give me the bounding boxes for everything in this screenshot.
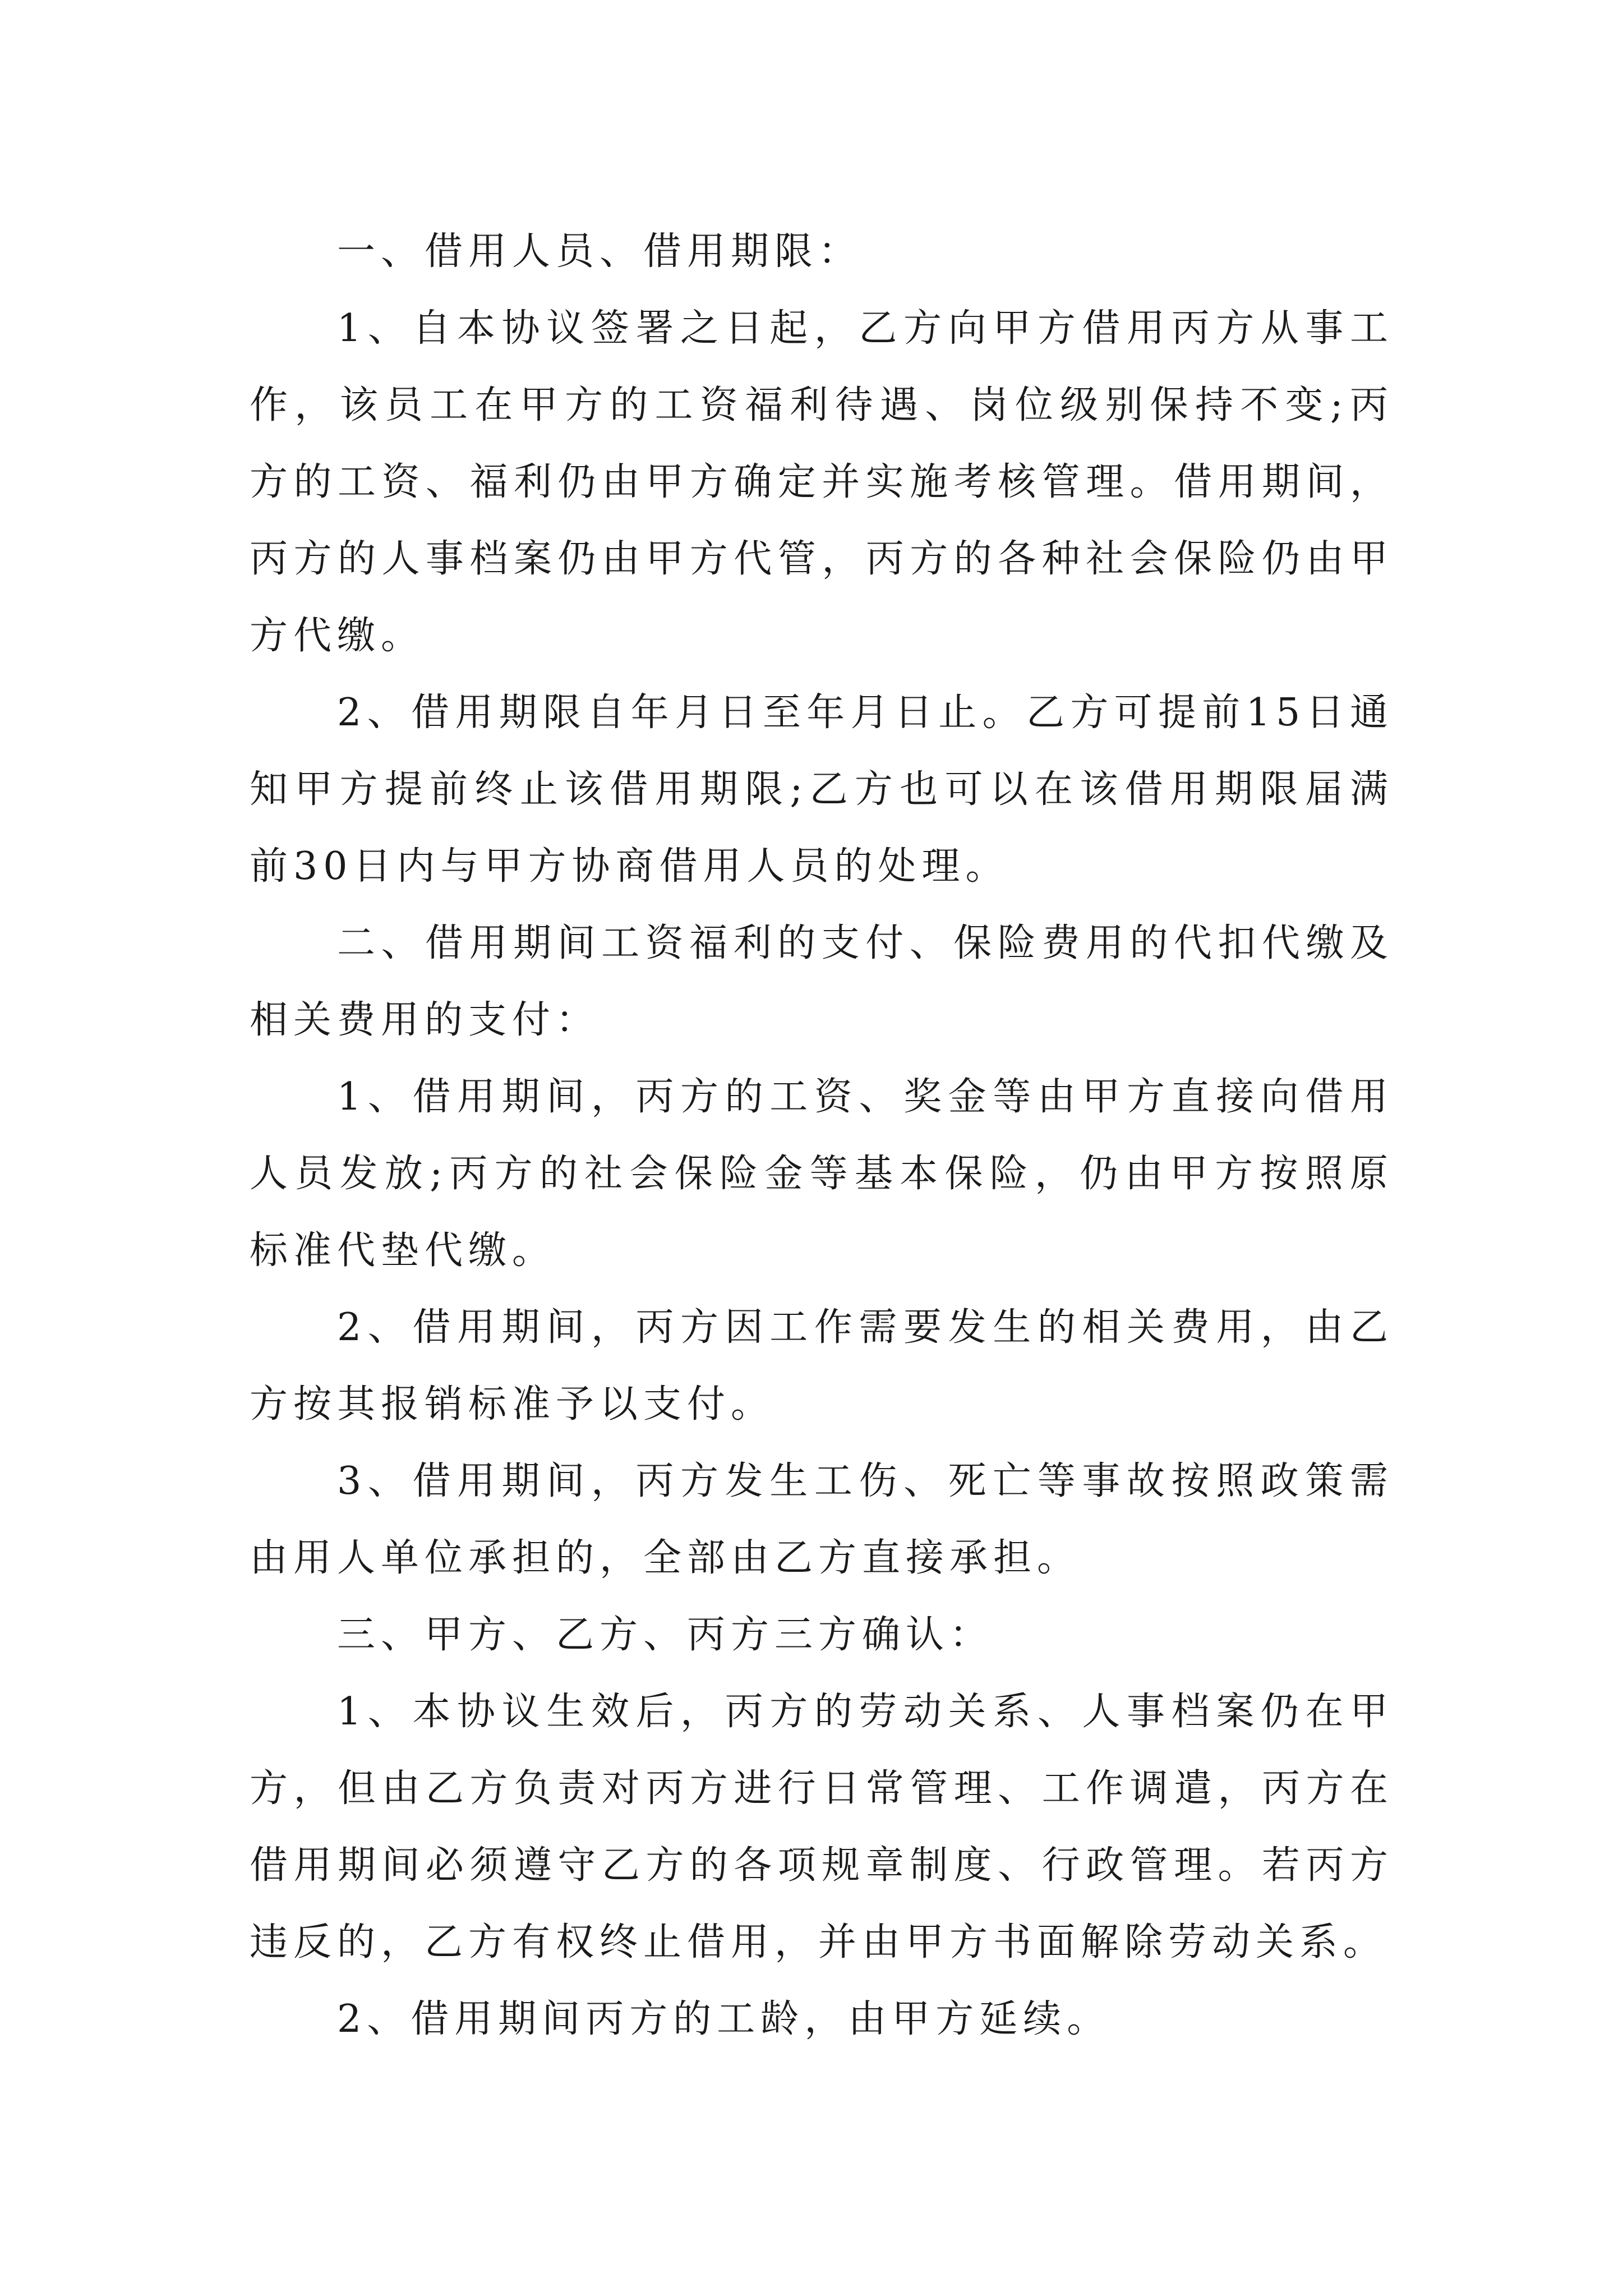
clause-3-2: 2、借用期间丙方的工龄，由甲方延续。 xyxy=(337,1997,1111,2041)
clause-2-3: 3、借用期间，丙方发生工伤、死亡等事故按照政策需由用人单位承担的，全部由乙方直接承担。 xyxy=(250,1459,1394,1580)
clause-3-1: 1、本协议生效后，丙方的劳动关系、人事档案仍在甲方，但由乙方负责对丙方进行日常管理、工作调遣，丙方在借用期间必须遵守乙方的各项规章制度、行政管理。若丙方违反的，乙方有权终止借用，并由甲方书面解除劳动关系。 xyxy=(250,1690,1394,1964)
section-heading-1: 一、借用人员、借用期限： xyxy=(337,229,863,274)
clause-1-2: 2、借用期限自年月日至年月日止。乙方可提前15日通知甲方提前终止该借用期限;乙方也可以在该借用期限届满前30日内与甲方协商借用人员的处理。 xyxy=(250,691,1394,889)
clause-1-1: 1、自本协议签署之日起，乙方向甲方借用丙方从事工作，该员工在甲方的工资福利待遇、岗位级别保持不变;丙方的工资、福利仍由甲方确定并实施考核管理。借用期间，丙方的人事档案仍由甲方代管，丙方的各种社会保险仍由甲方代缴。 xyxy=(250,306,1394,658)
section-heading-2: 二、借用期间工资福利的支付、保险费用的代扣代缴及相关费用的支付： xyxy=(250,921,1394,1042)
clause-2-1: 1、借用期间，丙方的工资、奖金等由甲方直接向借用人员发放;丙方的社会保险金等基本保险，仍由甲方按照原标准代垫代缴。 xyxy=(250,1075,1394,1273)
document-body xyxy=(250,213,1394,2058)
clause-2-2: 2、借用期间，丙方因工作需要发生的相关费用，由乙方按其报销标准予以支付。 xyxy=(250,1305,1394,1427)
section-heading-3: 三、甲方、乙方、丙方三方确认： xyxy=(337,1613,994,1657)
